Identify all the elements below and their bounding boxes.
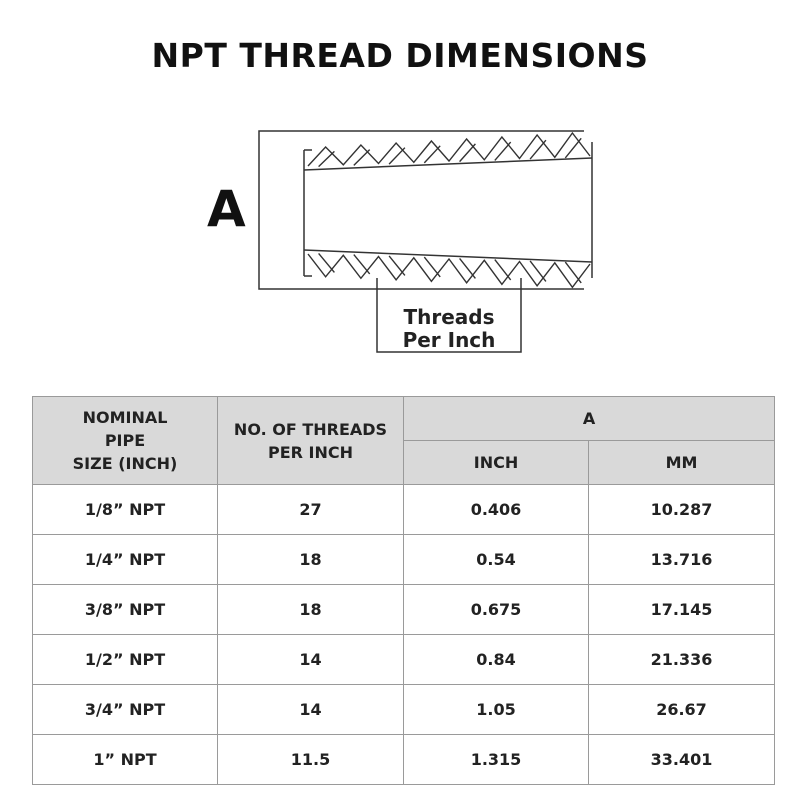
header-a: A xyxy=(404,397,775,441)
cell-threads: 18 xyxy=(218,535,404,585)
cell-threads: 14 xyxy=(218,635,404,685)
thread-hatch xyxy=(495,142,511,160)
thread-hatch xyxy=(565,138,581,158)
table-row xyxy=(33,685,775,735)
cell-mm: 33.401 xyxy=(589,735,775,785)
header-inch: INCH xyxy=(404,441,589,485)
cell-mm: 17.145 xyxy=(589,585,775,635)
cell-threads: 11.5 xyxy=(218,735,404,785)
thread-hatch xyxy=(530,140,546,159)
table-row xyxy=(33,485,775,535)
upper-threads xyxy=(308,133,590,167)
thread-hatch xyxy=(424,146,440,163)
cell-inch: 1.315 xyxy=(404,735,589,785)
cell-size: 3/8” NPT xyxy=(33,585,218,635)
thread-hatch xyxy=(319,151,335,166)
cell-threads: 18 xyxy=(218,585,404,635)
lower-thread-profile xyxy=(308,254,590,287)
thread-hatch xyxy=(389,148,405,164)
cell-mm: 21.336 xyxy=(589,635,775,685)
cell-inch: 0.406 xyxy=(404,485,589,535)
cell-inch: 0.54 xyxy=(404,535,589,585)
cell-size: 1” NPT xyxy=(33,735,218,785)
table-row xyxy=(33,635,775,685)
cell-inch: 0.675 xyxy=(404,585,589,635)
dimension-bracket xyxy=(259,131,584,289)
tpi-label-line2: Per Inch xyxy=(402,328,496,352)
cell-inch: 1.05 xyxy=(404,685,589,735)
cell-mm: 26.67 xyxy=(589,685,775,735)
cell-size: 3/4” NPT xyxy=(33,685,218,735)
header-threads-per-inch: NO. OF THREADS PER INCH xyxy=(218,397,404,485)
threads-per-inch-label xyxy=(377,306,521,352)
cell-size: 1/2” NPT xyxy=(33,635,218,685)
thread-hatch xyxy=(319,253,335,272)
cell-threads: 27 xyxy=(218,485,404,535)
thread-hatch xyxy=(389,256,405,276)
cell-size: 1/4” NPT xyxy=(33,535,218,585)
cell-inch: 0.84 xyxy=(404,635,589,685)
thread-hatch xyxy=(354,150,370,166)
upper-thread-profile xyxy=(308,133,590,166)
cell-size: 1/8” NPT xyxy=(33,485,218,535)
table-row xyxy=(33,735,775,785)
cell-mm: 13.716 xyxy=(589,535,775,585)
dimension-label-a: A xyxy=(207,180,246,238)
header-mm: MM xyxy=(589,441,775,485)
npt-dimension-table xyxy=(32,396,775,785)
cell-threads: 14 xyxy=(218,685,404,735)
header-nominal-size: NOMINAL PIPE SIZE (INCH) xyxy=(33,397,218,485)
cell-mm: 10.287 xyxy=(589,485,775,535)
page-title: NPT THREAD DIMENSIONS xyxy=(151,36,649,75)
pipe-body xyxy=(304,142,592,278)
tpi-label-line1: Threads xyxy=(403,305,495,329)
table-row xyxy=(33,585,775,635)
thread-hatch xyxy=(460,144,476,162)
lower-threads xyxy=(308,253,590,287)
table-row xyxy=(33,535,775,585)
